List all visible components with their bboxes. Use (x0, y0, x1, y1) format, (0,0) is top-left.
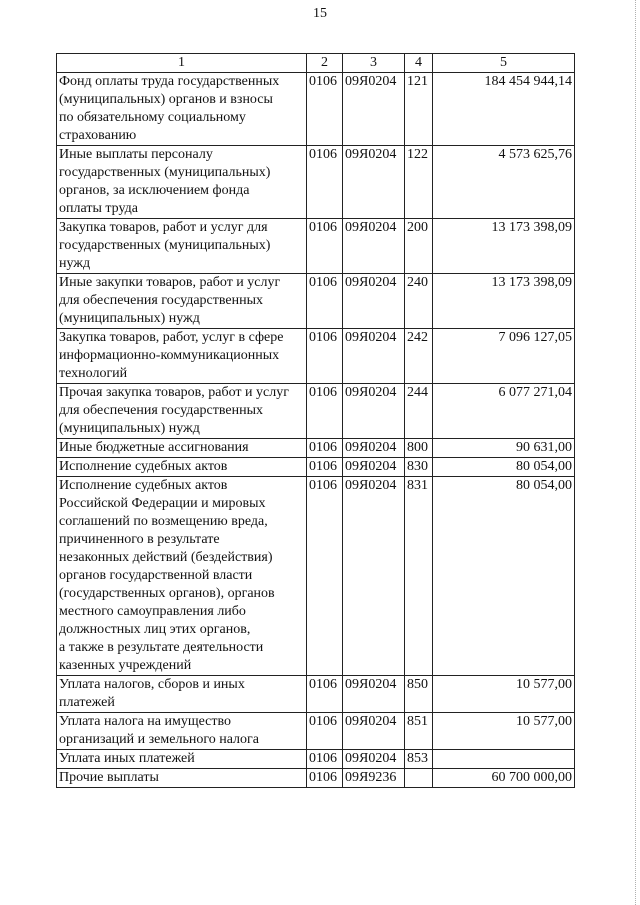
column-header: 1 (57, 54, 307, 73)
table-row (57, 329, 575, 384)
row-section-cell: 0106 (307, 219, 343, 274)
row-target-cell: 09Я0204 (343, 329, 405, 384)
row-name-cell: Иные закупки товаров, работ и услуг для обеспечения государственных (муниципальных) нужд (57, 274, 307, 329)
row-type-cell (405, 769, 433, 788)
row-name-cell: Исполнение судебных актов (57, 458, 307, 477)
row-type-cell: 800 (405, 439, 433, 458)
row-target-cell: 09Я0204 (343, 439, 405, 458)
row-amount-cell: 13 173 398,09 (433, 274, 575, 329)
row-amount-cell: 80 054,00 (433, 458, 575, 477)
row-amount-cell: 60 700 000,00 (433, 769, 575, 788)
row-amount-cell: 13 173 398,09 (433, 219, 575, 274)
row-amount-cell: 90 631,00 (433, 439, 575, 458)
row-type-cell: 122 (405, 146, 433, 219)
row-target-cell: 09Я0204 (343, 219, 405, 274)
table-row (57, 439, 575, 458)
row-amount-cell: 184 454 944,14 (433, 73, 575, 146)
row-name-cell: Закупка товаров, работ и услуг для государственных (муниципальных) нужд (57, 219, 307, 274)
row-type-cell: 851 (405, 713, 433, 750)
table-row (57, 73, 575, 146)
table-row (57, 477, 575, 676)
column-header: 5 (433, 54, 575, 73)
row-target-cell: 09Я0204 (343, 146, 405, 219)
row-target-cell: 09Я9236 (343, 769, 405, 788)
table-row (57, 384, 575, 439)
row-section-cell: 0106 (307, 713, 343, 750)
row-name-cell: Прочие выплаты (57, 769, 307, 788)
row-name-cell: Исполнение судебных актов Российской Федерации и мировых соглашений по возмещению вреда, причиненного в результате незаконных действий (бездействия) органов государственной власти (государственных органов), органов местного самоуправления либо должностных лиц этих органов, а также в результате деятельности казенных учреждений (57, 477, 307, 676)
row-amount-cell: 10 577,00 (433, 713, 575, 750)
row-amount-cell: 6 077 271,04 (433, 384, 575, 439)
row-type-cell: 242 (405, 329, 433, 384)
scan-edge-line (634, 0, 636, 905)
table-header-row (57, 54, 575, 73)
row-amount-cell: 7 096 127,05 (433, 329, 575, 384)
row-type-cell: 244 (405, 384, 433, 439)
row-amount-cell: 80 054,00 (433, 477, 575, 676)
budget-table (56, 53, 575, 788)
row-section-cell: 0106 (307, 750, 343, 769)
row-section-cell: 0106 (307, 477, 343, 676)
row-type-cell: 240 (405, 274, 433, 329)
row-target-cell: 09Я0204 (343, 458, 405, 477)
table-row (57, 676, 575, 713)
row-amount-cell: 10 577,00 (433, 676, 575, 713)
row-target-cell: 09Я0204 (343, 73, 405, 146)
row-type-cell: 830 (405, 458, 433, 477)
row-target-cell: 09Я0204 (343, 274, 405, 329)
table-row (57, 146, 575, 219)
row-section-cell: 0106 (307, 769, 343, 788)
table-row (57, 274, 575, 329)
row-name-cell: Иные выплаты персоналу государственных (муниципальных) органов, за исключением фонда оплаты труда (57, 146, 307, 219)
column-header: 4 (405, 54, 433, 73)
row-section-cell: 0106 (307, 274, 343, 329)
row-section-cell: 0106 (307, 676, 343, 713)
row-type-cell: 853 (405, 750, 433, 769)
row-name-cell: Прочая закупка товаров, работ и услуг для обеспечения государственных (муниципальных) нужд (57, 384, 307, 439)
row-target-cell: 09Я0204 (343, 713, 405, 750)
row-section-cell: 0106 (307, 329, 343, 384)
page-number: 15 (313, 6, 327, 21)
table-row (57, 713, 575, 750)
table-row (57, 750, 575, 769)
table-row (57, 219, 575, 274)
row-name-cell: Уплата налогов, сборов и иных платежей (57, 676, 307, 713)
column-header: 2 (307, 54, 343, 73)
row-target-cell: 09Я0204 (343, 676, 405, 713)
row-type-cell: 121 (405, 73, 433, 146)
row-target-cell: 09Я0204 (343, 477, 405, 676)
row-section-cell: 0106 (307, 73, 343, 146)
table-body (57, 73, 575, 788)
row-name-cell: Уплата иных платежей (57, 750, 307, 769)
table-row (57, 769, 575, 788)
row-amount-cell (433, 750, 575, 769)
row-type-cell: 200 (405, 219, 433, 274)
row-section-cell: 0106 (307, 146, 343, 219)
row-target-cell: 09Я0204 (343, 384, 405, 439)
row-section-cell: 0106 (307, 384, 343, 439)
row-target-cell: 09Я0204 (343, 750, 405, 769)
row-name-cell: Закупка товаров, работ, услуг в сфере информационно-коммуникационных технологий (57, 329, 307, 384)
row-type-cell: 850 (405, 676, 433, 713)
column-header: 3 (343, 54, 405, 73)
row-section-cell: 0106 (307, 439, 343, 458)
row-name-cell: Иные бюджетные ассигнования (57, 439, 307, 458)
row-section-cell: 0106 (307, 458, 343, 477)
row-type-cell: 831 (405, 477, 433, 676)
row-name-cell: Уплата налога на имущество организаций и земельного налога (57, 713, 307, 750)
row-amount-cell: 4 573 625,76 (433, 146, 575, 219)
table-row (57, 458, 575, 477)
row-name-cell: Фонд оплаты труда государственных (муниципальных) органов и взносы по обязательному социальному страхованию (57, 73, 307, 146)
